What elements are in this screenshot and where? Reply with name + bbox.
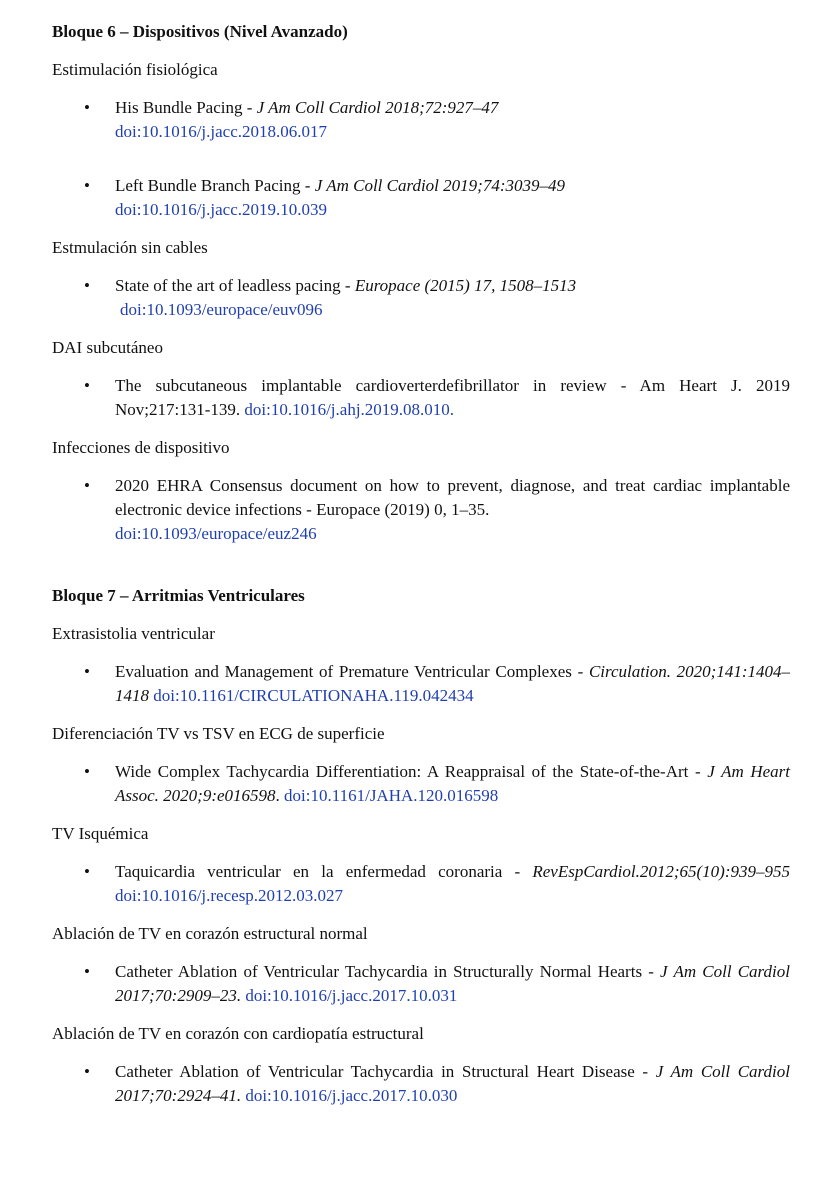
reference-item: • Wide Complex Tachycardia Differentiation: A Reappraisal of the State-of-the-Art - J Am Heart Assoc. 2020;9:e016598. doi:10.1161/JAHA.120.016598 xyxy=(52,760,790,808)
doi-link[interactable]: doi:10.1016/j.jacc.2017.10.030 xyxy=(245,1086,458,1105)
doi-link[interactable]: doi:10.1016/j.jacc.2018.06.017 xyxy=(115,122,328,141)
reference-title: Catheter Ablation of Ventricular Tachycardia in Structurally Normal Hearts - xyxy=(115,962,661,981)
reference-journal: J Am Coll Cardiol 2018;72:927–47 xyxy=(256,98,499,117)
reference-item xyxy=(52,1060,790,1108)
reference-journal: J Am Coll Cardiol 2017;70:2909–23. xyxy=(115,962,790,1005)
reference-journal: Europace (2015) 17, 1508–1513 xyxy=(354,276,577,295)
reference-item xyxy=(52,274,790,322)
reference-journal: J Am Coll Cardiol 2017;70:2924–41. xyxy=(115,1062,790,1105)
section-heading-tv-isquemica: TV Isquémica xyxy=(52,824,149,843)
section-heading-ablacion-tv-corazon-normal: Ablación de TV en corazón estructural normal xyxy=(52,924,368,943)
reference-item xyxy=(52,96,790,144)
section-heading-estimulacion-fisiologica: Estimulación fisiológica xyxy=(52,60,218,79)
doi-link[interactable]: doi:10.1016/j.jacc.2017.10.031 xyxy=(245,986,458,1005)
block-6-title: Bloque 6 – Dispositivos (Nivel Avanzado) xyxy=(52,22,348,41)
doi-link[interactable]: doi:10.1093/europace/euz246 xyxy=(115,524,317,543)
doi-link[interactable]: doi:10.1161/JAHA.120.016598 xyxy=(284,786,499,805)
reference-title: 2020 EHRA Consensus document on how to prevent, diagnose, and treat cardiac implantable electronic device infections - Europace (2019) 0, 1–35. xyxy=(115,476,790,519)
section-heading-diferenciacion-tv-tsv: Diferenciación TV vs TSV en ECG de superficie xyxy=(52,724,385,743)
reference-item xyxy=(52,374,790,422)
section-heading-extrasistolia-ventricular: Extrasistolia ventricular xyxy=(52,624,215,643)
reference-title: Left Bundle Branch Pacing - xyxy=(115,176,315,195)
reference-journal: J Am Coll Cardiol 2019;74:3039–49 xyxy=(314,176,565,195)
reference-title: Wide Complex Tachycardia Differentiation: A Reappraisal of the State-of-the-Art - xyxy=(115,762,708,781)
reference-item xyxy=(52,960,790,1008)
reference-title: His Bundle Pacing - xyxy=(115,98,257,117)
reference-journal: Circulation. 2020;141:1404–1418 xyxy=(115,662,790,705)
reference-item xyxy=(52,660,790,708)
reference-title: State of the art of leadless pacing - xyxy=(115,276,355,295)
doi-link[interactable]: doi:10.1016/j.jacc.2019.10.039 xyxy=(115,200,328,219)
doi-link[interactable]: doi:10.1093/europace/euv096 xyxy=(120,300,323,319)
doi-link[interactable]: doi:10.1161/CIRCULATIONAHA.119.042434 xyxy=(153,686,474,705)
reference-title: The subcutaneous implantable cardioverterdefibrillator in review - Am Heart J. 2019 Nov;217:131-139. xyxy=(115,376,790,419)
reference-item xyxy=(52,174,790,222)
reference-title: Evaluation and Management of Premature Ventricular Complexes - xyxy=(115,662,589,681)
reference-journal: J Am Heart Assoc. 2020;9:e016598 xyxy=(115,762,791,805)
section-heading-infecciones-de-dispositivo: Infecciones de dispositivo xyxy=(52,438,230,457)
reference-title: Catheter Ablation of Ventricular Tachycardia in Structural Heart Disease - xyxy=(115,1062,656,1081)
reference-title: Taquicardia ventricular en la enfermedad coronaria - xyxy=(115,862,533,881)
block-7-title: Bloque 7 – Arritmias Ventriculares xyxy=(52,586,305,605)
section-heading-estimulacion-sin-cables: Estmulación sin cables xyxy=(52,238,208,257)
section-heading-dai-subcutaneo: DAI subcutáneo xyxy=(52,338,163,357)
doi-link[interactable]: doi:10.1016/j.ahj.2019.08.010. xyxy=(244,400,455,419)
reference-journal: RevEspCardiol.2012;65(10):939–955 xyxy=(532,862,790,881)
doi-link[interactable]: doi:10.1016/j.recesp.2012.03.027 xyxy=(115,886,344,905)
section-heading-ablacion-tv-cardiopatia-estructural: Ablación de TV en corazón con cardiopatía estructural xyxy=(52,1024,424,1043)
reference-item xyxy=(52,860,790,908)
reference-item xyxy=(52,474,790,546)
